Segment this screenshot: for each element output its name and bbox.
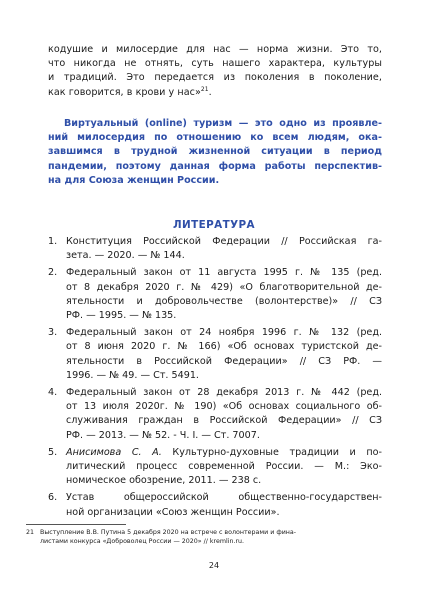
highlight-paragraph: [48, 117, 382, 188]
reference-item: [48, 326, 382, 383]
reference-line: зета. — 2020. — № 144.: [66, 250, 185, 262]
reference-number: 5.: [48, 446, 58, 458]
reference-line: номическое обозрение, 2011. — 238 с.: [66, 475, 262, 487]
section-heading: ЛИТЕРАТУРА: [173, 219, 255, 231]
reference-line: ятельности в Российской Федерации» // СЗ РФ. —: [66, 355, 382, 367]
reference-line: 1996. — № 49. — Ст. 5491.: [66, 369, 199, 381]
footnote-text: Выступление В.В. Путина 5 декабря 2020 на встрече с волонтерами и фина-: [40, 529, 297, 536]
reference-line-text: Культурно-духовные традиции и по-: [161, 446, 382, 458]
reference-number: 4.: [48, 387, 58, 399]
reference-line: от 13 июля 2020г. № 190) «Об основах социального об-: [66, 401, 382, 413]
footnote: [26, 528, 386, 546]
footnote-line: [26, 528, 386, 537]
reference-line: РФ. — 1995. — № 135.: [66, 310, 177, 322]
highlight-line: завшимся в трудной жизненной ситуации в период: [48, 146, 382, 158]
reference-number: 3.: [48, 327, 58, 339]
reference-item: [48, 235, 382, 263]
reference-line: Федеральный закон от 28 декабря 2013 г. № 442 (ред.: [66, 387, 382, 399]
reference-author: Анисимова С. А.: [66, 446, 162, 458]
highlight-line: пандемии, поэтому данная форма работы перспектив-: [48, 160, 382, 172]
reference-line: Устав общероссийской общественно-государствен-: [66, 492, 382, 504]
paragraph-last-line-text: как говорится, в крови у нас»: [48, 86, 201, 98]
reference-line: Федеральный закон от 24 ноября 1996 г. № 132 (ред.: [66, 327, 382, 339]
paragraph-line: и традиций. Это передается из поколения в поколение,: [48, 72, 382, 84]
reference-line: ной организации «Союз женщин России».: [66, 506, 280, 518]
reference-item: [48, 446, 382, 489]
footnote-reference: 21: [200, 85, 209, 93]
reference-item: [48, 266, 382, 323]
paragraph-last-line: [48, 86, 382, 100]
footnote-number: 21: [26, 529, 35, 536]
highlight-line: Виртуальный (online) туризм — это одно из проявле-: [64, 118, 382, 129]
reference-line: [66, 446, 382, 460]
paragraph-line: что никогда не отнять, суть нашего характера, культуры: [48, 58, 382, 70]
paragraph-line: кодушие и милосердие для нас — норма жизни. Это то,: [48, 44, 382, 55]
footnote-separator: [26, 524, 126, 525]
highlight-line: ний милосердия по отношению ко всем людям, ока-: [48, 132, 382, 144]
reference-number: 2.: [48, 267, 58, 279]
reference-number: 6.: [48, 492, 58, 504]
reference-line: от 8 июня 2020 г. № 166) «Об основах туристской де-: [66, 341, 382, 353]
reference-line: от 8 декабря 2020 г. № 429) «О благотворительной де-: [66, 281, 382, 293]
reference-line: Федеральный закон от 11 августа 1995 г. № 135 (ред.: [66, 267, 382, 279]
reference-line: РФ. — 2013. — № 52. - Ч. I. — Ст. 7007.: [66, 429, 260, 441]
highlight-line: на для Союза женщин России.: [48, 174, 220, 186]
reference-item: [48, 386, 382, 443]
footnote-line: листами конкурса «Доброволец России — 2020» // kremlin.ru.: [40, 538, 245, 545]
reference-line: литический процесс современной России. — М.: Эко-: [66, 461, 382, 473]
page-number: 24: [208, 561, 220, 570]
reference-line: ятельности и добровольчестве (волонтерстве)» // СЗ: [66, 295, 382, 307]
reference-list: [48, 235, 382, 523]
reference-number: 1.: [48, 236, 58, 247]
reference-item: [48, 491, 382, 519]
reference-line: служивания граждан в Российской Федерации» // СЗ: [66, 415, 382, 427]
reference-line: Конституция Российской Федерации // Российская га-: [66, 236, 382, 247]
body-paragraph: [48, 43, 382, 100]
paragraph-end-punct: .: [208, 86, 212, 98]
